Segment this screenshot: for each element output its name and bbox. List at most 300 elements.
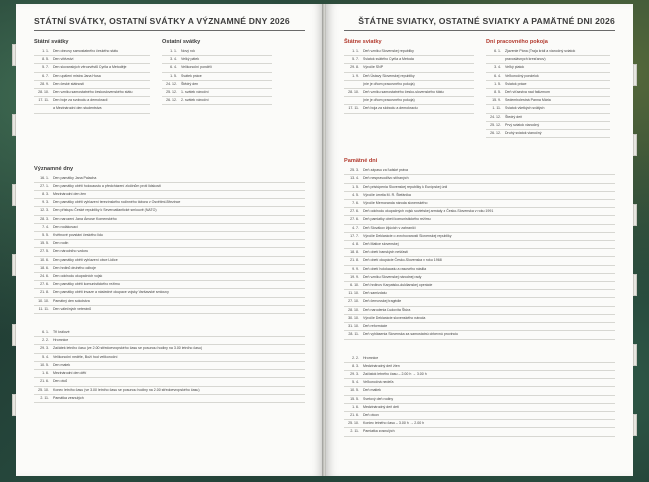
list-item [34,387,305,395]
entry-date: 13. 4. [350,176,359,181]
entry-text: Deň vzniku samostatného česko-slovenského štátu [363,90,444,95]
list-item [344,396,615,404]
list-item [344,184,615,192]
entry-date: 30. 10. [348,315,359,320]
entry-text: Svetový deň rodiny [363,396,394,401]
entry-text: Den památky obětí vyhlazení obce Lidice [53,257,118,262]
entry-text: Hromnice [363,355,379,360]
entry-list [486,48,610,138]
list-item [486,48,610,56]
entry-text: Deň obetí banských nešťastí [363,250,409,255]
entry-text: Památka zesnulých [53,395,84,400]
entry-text: Pamiatka zosnulých [363,429,395,434]
entry-date: 24. 6. [40,274,49,279]
entry-date: 5. 4. [352,380,359,385]
list-item [162,81,272,89]
list-item [34,354,305,362]
entry-date: 2. 11. [350,429,359,434]
list-item [344,274,615,282]
list-item [344,257,615,265]
entry-text: 2. svátek vánoční [181,98,209,103]
entry-text: Druhý sviatok vianočný [505,131,542,136]
entry-list [344,167,615,339]
list-item [34,64,150,72]
entry-text: Deň pamiatky obetí komunistického režimu [363,217,431,222]
entry-date: 1. 5. [170,73,177,78]
entry-date: 4. 8. [352,242,359,247]
entry-text: Štedrý deň [505,114,523,119]
section-title: Významné dny [34,165,74,172]
entry-date: 31. 10. [348,324,359,329]
entry-date: 28. 3. [40,216,49,221]
entry-text: Štědrý den [181,81,199,86]
entry-date: 3. 4. [170,57,177,62]
entry-date: 15. 9. [492,98,501,103]
other-days-section [344,355,615,437]
list-item [34,73,150,81]
entry-date: 4. 5. [352,192,359,197]
entry-date: 27. 6. [40,282,49,287]
list-item [34,395,305,403]
entry-text: Památný den sokolstva [53,298,90,303]
entry-text: Svátek práce [181,73,202,78]
entry-date: 25. 10. [38,387,49,392]
entry-date: 21. 6. [350,412,359,417]
entry-text: Výročie SNP [363,65,384,70]
list-item [344,315,615,323]
entry-date: 15. 5. [350,396,359,401]
list-item [34,362,305,370]
entry-text: Veľký piatok [505,65,525,70]
list-item [344,233,615,241]
entry-date: 10. 5. [350,388,359,393]
list-item [34,289,305,297]
list-item [34,89,150,97]
entry-date: 15. 5. [40,241,49,246]
entry-text: Sviatok svätého Cyrila a Metoda [363,57,414,62]
entry-date: 5. 7. [352,57,359,62]
entry-date: 28. 10. [348,90,359,95]
entry-text: Mezinárodní den dětí [53,371,87,376]
entry-text: Den matek [53,362,71,367]
section-title: Státní svátky [34,39,69,45]
list-item [34,56,150,64]
list-item [34,199,305,207]
entry-list [344,355,615,437]
entry-list [34,48,150,114]
entry-date: 19. 9. [350,274,359,279]
list-item [34,97,150,105]
entry-text: Velikonoční pondělí [181,65,212,70]
entry-date: 25. 3. [350,168,359,173]
entry-date: 17. 11. [38,98,49,103]
list-item [344,192,615,200]
list-item [162,48,272,56]
entry-date: 17. 11. [348,106,359,111]
entry-date: 1. 9. [352,73,359,78]
list-item [34,337,305,345]
list-item [344,105,474,113]
entry-date: 5. 4. [42,354,49,359]
entry-date: 1. 6. [352,404,359,409]
list-item [34,265,305,273]
list-item [486,89,610,97]
other-days-section [34,329,305,403]
list-item [344,355,615,363]
entry-text: Konec letního času (ve 3.00 letního času se posunou hodiny na 2.00 středoevropského času) [53,387,200,392]
entry-date: 6. 4. [170,65,177,70]
list-item [344,307,615,315]
entry-date: 21. 8. [350,258,359,263]
right-page [326,4,633,476]
entry-text: Den památky Jana Palacha [53,175,97,180]
list-item [486,56,610,64]
list-item [344,97,474,105]
list-item [34,183,305,191]
entry-text: Zjavenie Pána (Traja králi a vianočný sviatok [505,49,576,53]
memorial-days-section [344,158,615,339]
list-item [34,216,305,224]
list-item [486,81,610,89]
entry-text: Sviatok práce [505,81,527,86]
list-item [344,48,474,56]
list-item [344,266,615,274]
entry-text: Deň hrdinov Karpatsko-duklianskej operácie [363,283,433,288]
state-holidays-section [344,39,474,138]
list-item [344,167,615,175]
entry-text: Den boje za svobodu a demokracii [53,98,108,103]
entry-date: 27. 1. [40,183,49,188]
list-item [344,412,615,420]
entry-text: Deň černovskej tragédie [363,299,402,304]
entry-text: Den upálení mistra Jana Husa [53,73,101,78]
entry-text: Medzinárodný deň detí [363,404,400,409]
entry-text: Deň Slovákov žijúcich v zahraničí [363,225,416,230]
list-item [344,298,615,306]
other-holidays-section [162,39,272,114]
list-item [486,130,610,138]
entry-date: 27. 6. [350,209,359,214]
list-item [34,273,305,281]
entry-date: 29. 8. [350,65,359,70]
list-item [344,282,615,290]
list-item [34,281,305,289]
entry-text: Den památky obětí komunistického režimu [53,282,120,287]
entry-text: Prvý sviatok vianočný [505,122,540,127]
entry-date: 1. 11. [492,106,501,111]
right-edge-tabs [633,4,637,476]
list-item [344,200,615,208]
list-item [344,73,474,81]
list-item [344,331,615,339]
list-item [34,175,305,183]
list-item [344,323,615,331]
section-title: Dni pracovného pokoja [486,39,548,45]
list-item [344,216,615,224]
entry-date: 18. 8. [350,250,359,255]
entry-date: 2. 11. [40,395,49,400]
entry-date: 27. 10. [348,299,359,304]
entry-date: 21. 8. [40,290,49,295]
entry-date: 28. 11. [348,332,359,337]
entry-text: Veľkonočný pondelok [505,73,539,78]
list-item [34,224,305,232]
entry-text: Začiatok letného času – 2.00 h → 3.00 h [363,371,427,376]
entry-date: 9. 9. [352,266,359,271]
entry-date: 1. 1. [352,49,359,53]
entry-text: Deň matiek [363,388,381,393]
entry-date: 6. 4. [494,73,501,78]
list-item [344,420,615,428]
entry-date: 28. 9. [40,81,49,86]
rest-days-section [486,39,610,138]
entry-date [486,56,505,63]
entry-text: Den rodin [53,241,69,246]
entry-text: Tři králové [53,330,70,335]
list-item [162,89,272,97]
entry-text: Deň víťazstva nad fašizmom [505,90,550,95]
entry-date: 6. 10. [350,283,359,288]
entry-date: 26. 12. [166,98,177,103]
entry-date: 8. 3. [42,192,49,197]
entry-date: 26. 12. [490,131,501,136]
entry-date: 24. 12. [166,81,177,86]
list-item [34,306,305,314]
entry-date: 11. 10. [348,291,359,296]
entry-text: Deň otcov [363,412,379,417]
entry-text: Deň Matice slovenskej [363,242,399,247]
list-item [486,64,610,72]
entry-date: 1. 5. [494,81,501,86]
list-item [34,48,150,56]
entry-text: Deň obetí holokaustu a rasového násilia [363,266,427,271]
entry-date: 4. 7. [352,225,359,230]
entry-date: 6. 1. [42,330,49,335]
entry-text: Den památky obětí invaze a následné okupace vojsky Varšavské smlouvy [53,290,169,295]
entry-text: Deň vzniku Slovenskej národnej rady [363,274,422,279]
entry-list [34,329,305,403]
entry-date [344,97,363,104]
entry-text: Den obnovy samostatného českého státu [53,49,119,53]
entry-text: Den otců [53,379,68,384]
entry-text: Deň Ústavy Slovenskej republiky [363,73,415,78]
entry-date: 7. 4. [42,224,49,229]
entry-text: (nie je dňom pracovného pokoja) [363,81,415,86]
entry-date: 17. 7. [350,233,359,238]
list-item [344,387,615,395]
list-item [344,249,615,257]
edge-tab [633,274,637,296]
entry-date: 2. 2. [42,338,49,343]
entry-text: Velký pátek [181,57,200,62]
list-item [344,81,474,89]
list-item [344,428,615,436]
entry-list [34,175,305,314]
list-item [34,240,305,248]
entry-text: Den narození Jana Ámose Komenského [53,216,117,221]
list-item [34,370,305,378]
entry-date: 16. 1. [40,175,49,180]
page-title: STÁTNÍ SVÁTKY, OSTATNÍ SVÁTKY A VÝZNAMNÉ DNY 2026 [34,16,305,31]
list-item [162,64,272,72]
entry-list [162,48,272,105]
list-item [344,89,474,97]
edge-tab [633,64,637,86]
entry-text: Sviatok všetkých svätých [505,106,545,111]
entry-text: Den vzniku samostatného československého státu [53,90,133,95]
entry-text: pravoslávnych kresťanov) [505,57,546,62]
entry-date: 28. 10. [348,307,359,312]
entry-text: Den památky obětí holocaustu a předcházení zločinům proti lidskosti [53,183,161,188]
entry-date: 29. 3. [350,371,359,376]
list-item [34,191,305,199]
entry-text: Mezinárodní den žen [53,192,87,197]
entry-date: 25. 12. [490,122,501,127]
entry-date [344,81,363,88]
entry-date: 8. 5. [42,57,49,62]
list-item [34,378,305,386]
list-item [344,404,615,412]
entry-date: 5. 5. [42,233,49,238]
list-item [344,371,615,379]
entry-date: 5. 7. [42,65,49,70]
entry-text: Deň odchodu okupačných vojsk sovietskej armády z Česko-Slovenska v roku 1991 [363,209,494,214]
left-page [16,4,323,476]
entry-text: Deň obetí okupácie Česko-Slovenska v roku 1968 [363,258,442,263]
list-item [34,345,305,353]
entry-text: Koniec letného času – 3.00 h → 2.00 h [363,421,425,426]
entry-text: Výročie úmrtia M. R. Štefánika [363,192,411,197]
entry-text: Výročie Deklarácie o zvrchovanosti Slovenskej republiky [363,233,452,238]
entry-text: Den národního vzdoru [53,249,89,254]
entry-text: Den vítězství [53,57,74,62]
list-item [34,207,305,215]
section-title: Štátne sviatky [344,39,382,45]
entry-date: 18. 6. [40,265,49,270]
entry-text: Deň zápasu za ľudské práva [363,168,409,173]
entry-text: Deň samizdatu [363,291,387,296]
list-item [34,298,305,306]
list-item [34,232,305,240]
entry-date: 8. 5. [494,90,501,95]
list-item [34,81,150,89]
entry-date: 27. 5. [40,249,49,254]
section-title: Pamätné dni [344,158,378,165]
entry-text: Den přístupu České republiky k Severoatlantické smlouvě (NATO) [53,208,157,213]
entry-text: Deň reformácie [363,324,388,329]
list-item [344,64,474,72]
list-item [34,329,305,337]
entry-date [34,105,53,112]
list-item [486,114,610,122]
list-item [34,105,150,113]
entry-text: Začátek letního času (ve 2.00 středoevropského času se posunou hodiny na 3.00 letního času) [53,346,203,351]
entry-date: 28. 10. [38,90,49,95]
entry-text: Medzinárodný deň žien [363,363,400,368]
entry-text: Výročie Deklarácie slovenského národa [363,315,426,320]
list-item [344,290,615,298]
entry-date: 10. 5. [40,362,49,367]
entry-text: Den české státnosti [53,81,84,86]
entry-text: Deň vyhlásenia Slovenska za samostatnú cirkevnú provinciu [363,332,459,337]
edge-tab [633,204,637,226]
entry-date: 10. 6. [40,257,49,262]
entry-text: Deň nespravodlivo stíhaných [363,176,409,181]
entry-date: 2. 2. [352,355,359,360]
list-item [344,241,615,249]
list-item [486,73,610,81]
entry-text: Den hrdinů druhého odboje [53,265,96,270]
entry-text: Hromnice [53,338,69,343]
entry-text: Deň narodenia Ľudovíta Štúra [363,307,411,312]
entry-text: Nový rok [181,49,195,53]
entry-text: Deň pristúpenia Slovenskej republiky k Európskej únii [363,184,448,189]
entry-date: 1. 1. [170,49,177,53]
page-title: ŠTÁTNE SVIATKY, OSTATNÉ SVIATKY A PAMÄTNÉ DNI 2026 [344,16,615,31]
entry-text: a Mezinárodní den studentstva [53,106,102,111]
entry-date: 24. 12. [490,114,501,119]
entry-date: 29. 3. [40,346,49,351]
entry-text: Květnové povstání českého lidu [53,233,103,238]
list-item [162,97,272,105]
list-item [486,105,610,113]
entry-date: 1. 1. [42,49,49,53]
list-item [34,248,305,256]
section-title: Ostatní svátky [162,39,201,45]
entry-text: Den válečných veteránů [53,306,92,311]
list-item [344,175,615,183]
entry-date: 6. 1. [494,49,501,53]
state-holidays-section [34,39,150,114]
entry-text: Den slovanských věrozvěstů Cyrila a Metoděje [53,65,127,70]
entry-text: Sedembolestná Panna Mária [505,98,551,103]
list-item [344,363,615,371]
entry-date: 7. 6. [352,201,359,206]
entry-text: Deň vzniku Slovenskej republiky [363,49,414,53]
list-item [344,225,615,233]
entry-date: 25. 10. [348,421,359,426]
entry-list [344,48,474,114]
entry-text: Den rodákovací [53,224,78,229]
entry-date: 6. 7. [42,73,49,78]
list-item [34,257,305,265]
entry-text: Veľkonočná nedeľa [363,380,394,385]
entry-text: Den památky obětí vyhlazení terezínského rodinného tábora v Osvětimi-Březince [53,200,181,205]
entry-text: (nie je dňom pracovného pokoja) [363,98,415,103]
edge-tab [633,344,637,366]
entry-text: Den odchodu okupačních vojsk [53,274,103,279]
entry-date: 25. 12. [166,90,177,95]
list-item [162,73,272,81]
entry-date: 3. 4. [494,65,501,70]
entry-date: 1. 5. [352,184,359,189]
list-item [344,379,615,387]
list-item [344,56,474,64]
entry-date: 27. 6. [350,217,359,222]
entry-date: 11. 11. [38,306,49,311]
important-days-section [34,166,305,314]
entry-date: 8. 3. [352,363,359,368]
entry-text: Výročie Memoranda národa slovenského [363,201,428,206]
list-item [344,208,615,216]
list-item [162,56,272,64]
entry-text: Velikonoční neděle, Boží hod velikonoční [53,354,118,359]
list-item [486,122,610,130]
edge-tab [633,134,637,156]
entry-date: 21. 6. [40,379,49,384]
entry-date: 12. 3. [40,208,49,213]
edge-tab [633,414,637,436]
